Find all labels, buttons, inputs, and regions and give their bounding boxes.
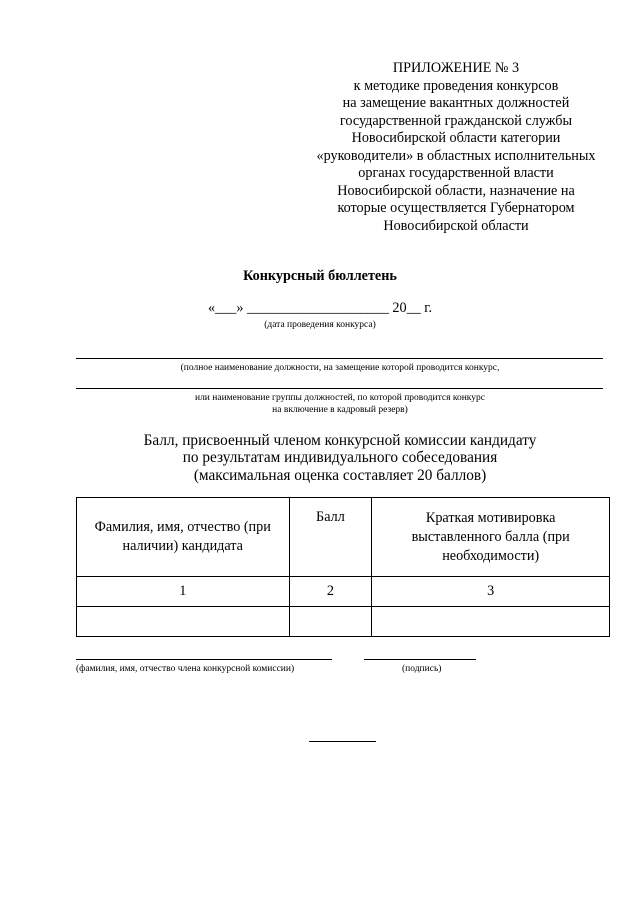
score-heading-line: по результатам индивидуального собеседования [182,449,498,467]
table-row [77,607,610,637]
appendix-header [296,60,616,235]
appendix-line: к методике проведения конкурсов [353,77,559,94]
score-table [76,497,610,637]
signature-line[interactable] [364,659,476,660]
form-title: Конкурсный бюллетень [243,268,397,284]
signature-caption: (подпись) [402,664,442,674]
header-candidate-name: Фамилия, имя, отчество (при наличии) кандидата [77,498,290,577]
date-field[interactable]: «___» ____________________ 20__ г. [207,300,433,316]
column-number-2: 2 [289,577,372,607]
appendix-line: на замещение вакантных должностей [342,95,570,111]
table-number-row [77,577,610,607]
date-caption: (дата проведения конкурса) [264,320,376,330]
group-caption-line1: или наименование группы должностей, по которой проводится конкурс [194,393,485,403]
column-number-3: 3 [372,577,610,607]
appendix-line: Новосибирской области, назначение на [337,182,575,199]
member-name-line[interactable] [76,659,332,660]
header-score: Балл [289,498,372,577]
score-heading-line: (максимальная оценка составляет 20 баллов) [193,466,487,484]
footer-divider [309,741,376,742]
group-caption-line2: на включение в кадровый резерв) [272,405,408,415]
score-heading-line: Балл, присвоенный членом конкурсной комиссии кандидату [143,432,537,449]
column-number-1: 1 [77,577,290,607]
table-header-row [77,498,610,577]
motivation-cell[interactable] [372,607,610,637]
position-group-line[interactable] [76,388,603,389]
appendix-line: Новосибирской области категории [351,130,561,146]
appendix-line: органах государственной власти [358,165,554,181]
appendix-line: Новосибирской области [383,217,529,234]
position-caption: (полное наименование должности, на замещение которой проводится конкурс, [180,363,500,373]
member-name-caption: (фамилия, имя, отчество члена конкурсной комиссии) [76,664,295,674]
score-cell[interactable] [289,607,372,637]
position-name-line[interactable] [76,358,603,359]
appendix-title: ПРИЛОЖЕНИЕ № 3 [392,60,520,76]
appendix-line: «руководители» в областных исполнительных [316,147,596,164]
header-motivation: Краткая мотивировка выставленного балла (при необходимости) [372,498,610,577]
candidate-name-cell[interactable] [77,607,290,637]
score-heading [0,432,640,484]
appendix-line: которые осуществляется Губернатором [337,200,575,216]
appendix-line: государственной гражданской службы [339,112,573,129]
